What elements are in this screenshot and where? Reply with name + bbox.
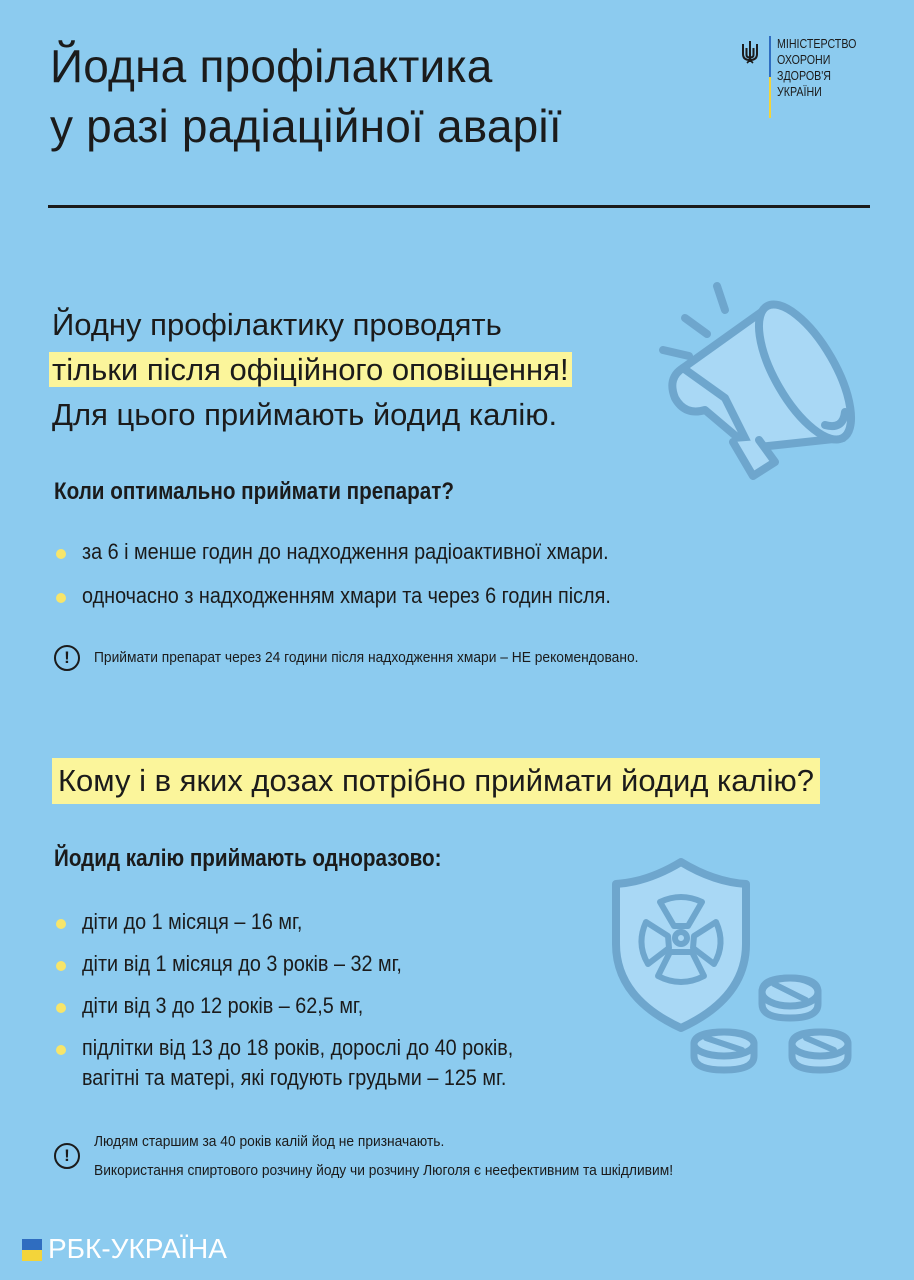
ministry-bars: [769, 36, 771, 118]
title-line-1: Йодна профілактика: [50, 40, 493, 92]
ministry-name: [777, 36, 874, 100]
ministry-line-4: УКРАЇНИ: [777, 84, 822, 99]
exclamation-icon: !: [54, 645, 80, 671]
brand-name: РБК-УКРАЇНА: [48, 1233, 227, 1264]
note-text-line-1: Людям старшим за 40 років калій йод не призначають.: [94, 1133, 445, 1150]
flag-icon: [22, 1239, 42, 1261]
lead-paragraph: [52, 302, 572, 437]
exclamation-icon: !: [54, 1143, 80, 1169]
bullet-dot: [56, 549, 66, 559]
ministry-line-1: МІНІСТЕРСТВО: [777, 36, 857, 51]
bullet-dot: [56, 919, 66, 929]
list-item: діти від 3 до 12 років – 62,5 мг,: [54, 993, 561, 1035]
note-text-line-2: Використання спиртового розчину йоду чи розчину Люголя є неефективним та шкідливим!: [94, 1162, 674, 1179]
title-divider: [48, 205, 870, 208]
page-title: [50, 36, 562, 156]
doses-heading: Йодид калію приймають одноразово:: [54, 845, 442, 872]
pills-icon: [686, 970, 856, 1080]
list-item: діти до 1 місяця – 16 мг,: [54, 909, 561, 951]
bullet-dot: [56, 961, 66, 971]
list-item: підлітки від 13 до 18 років, дорослі до 40 років,: [54, 1035, 561, 1065]
footer-brand: [22, 1233, 227, 1265]
lead-highlight: тільки після офіційного оповіщення!: [49, 352, 572, 387]
list-item: діти від 1 місяця до 3 років – 32 мг,: [54, 951, 561, 993]
megaphone-icon: [655, 280, 865, 505]
list-item-continuation: вагітні та матері, які годують грудьми – 125 мг.: [82, 1065, 507, 1090]
ministry-line-3: ЗДОРОВ'Я: [777, 68, 831, 83]
lead-line-1: Йодну профілактику проводять: [52, 307, 502, 342]
ministry-line-2: ОХОРОНИ: [777, 52, 831, 67]
bullet-dot: [56, 593, 66, 603]
question-banner: Кому і в яких дозах потрібно приймати йодид калію?: [52, 758, 820, 804]
list-item: за 6 і менше годин до надходження радіоактивної хмари.: [54, 539, 670, 583]
doses-list: [54, 909, 561, 1095]
note-text: Приймати препарат через 24 години після надходження хмари – НЕ рекомендовано.: [94, 649, 639, 666]
trident-icon: [740, 40, 760, 64]
when-list: [54, 539, 670, 627]
lead-line-3: Для цього приймають йодид калію.: [52, 397, 558, 432]
when-heading: Коли оптимально приймати препарат?: [54, 478, 454, 505]
title-line-2: у разі радіаційної аварії: [50, 100, 562, 152]
list-item: одночасно з надходженням хмари та через 6 годин після.: [54, 583, 670, 627]
bullet-dot: [56, 1003, 66, 1013]
bullet-dot: [56, 1045, 66, 1055]
